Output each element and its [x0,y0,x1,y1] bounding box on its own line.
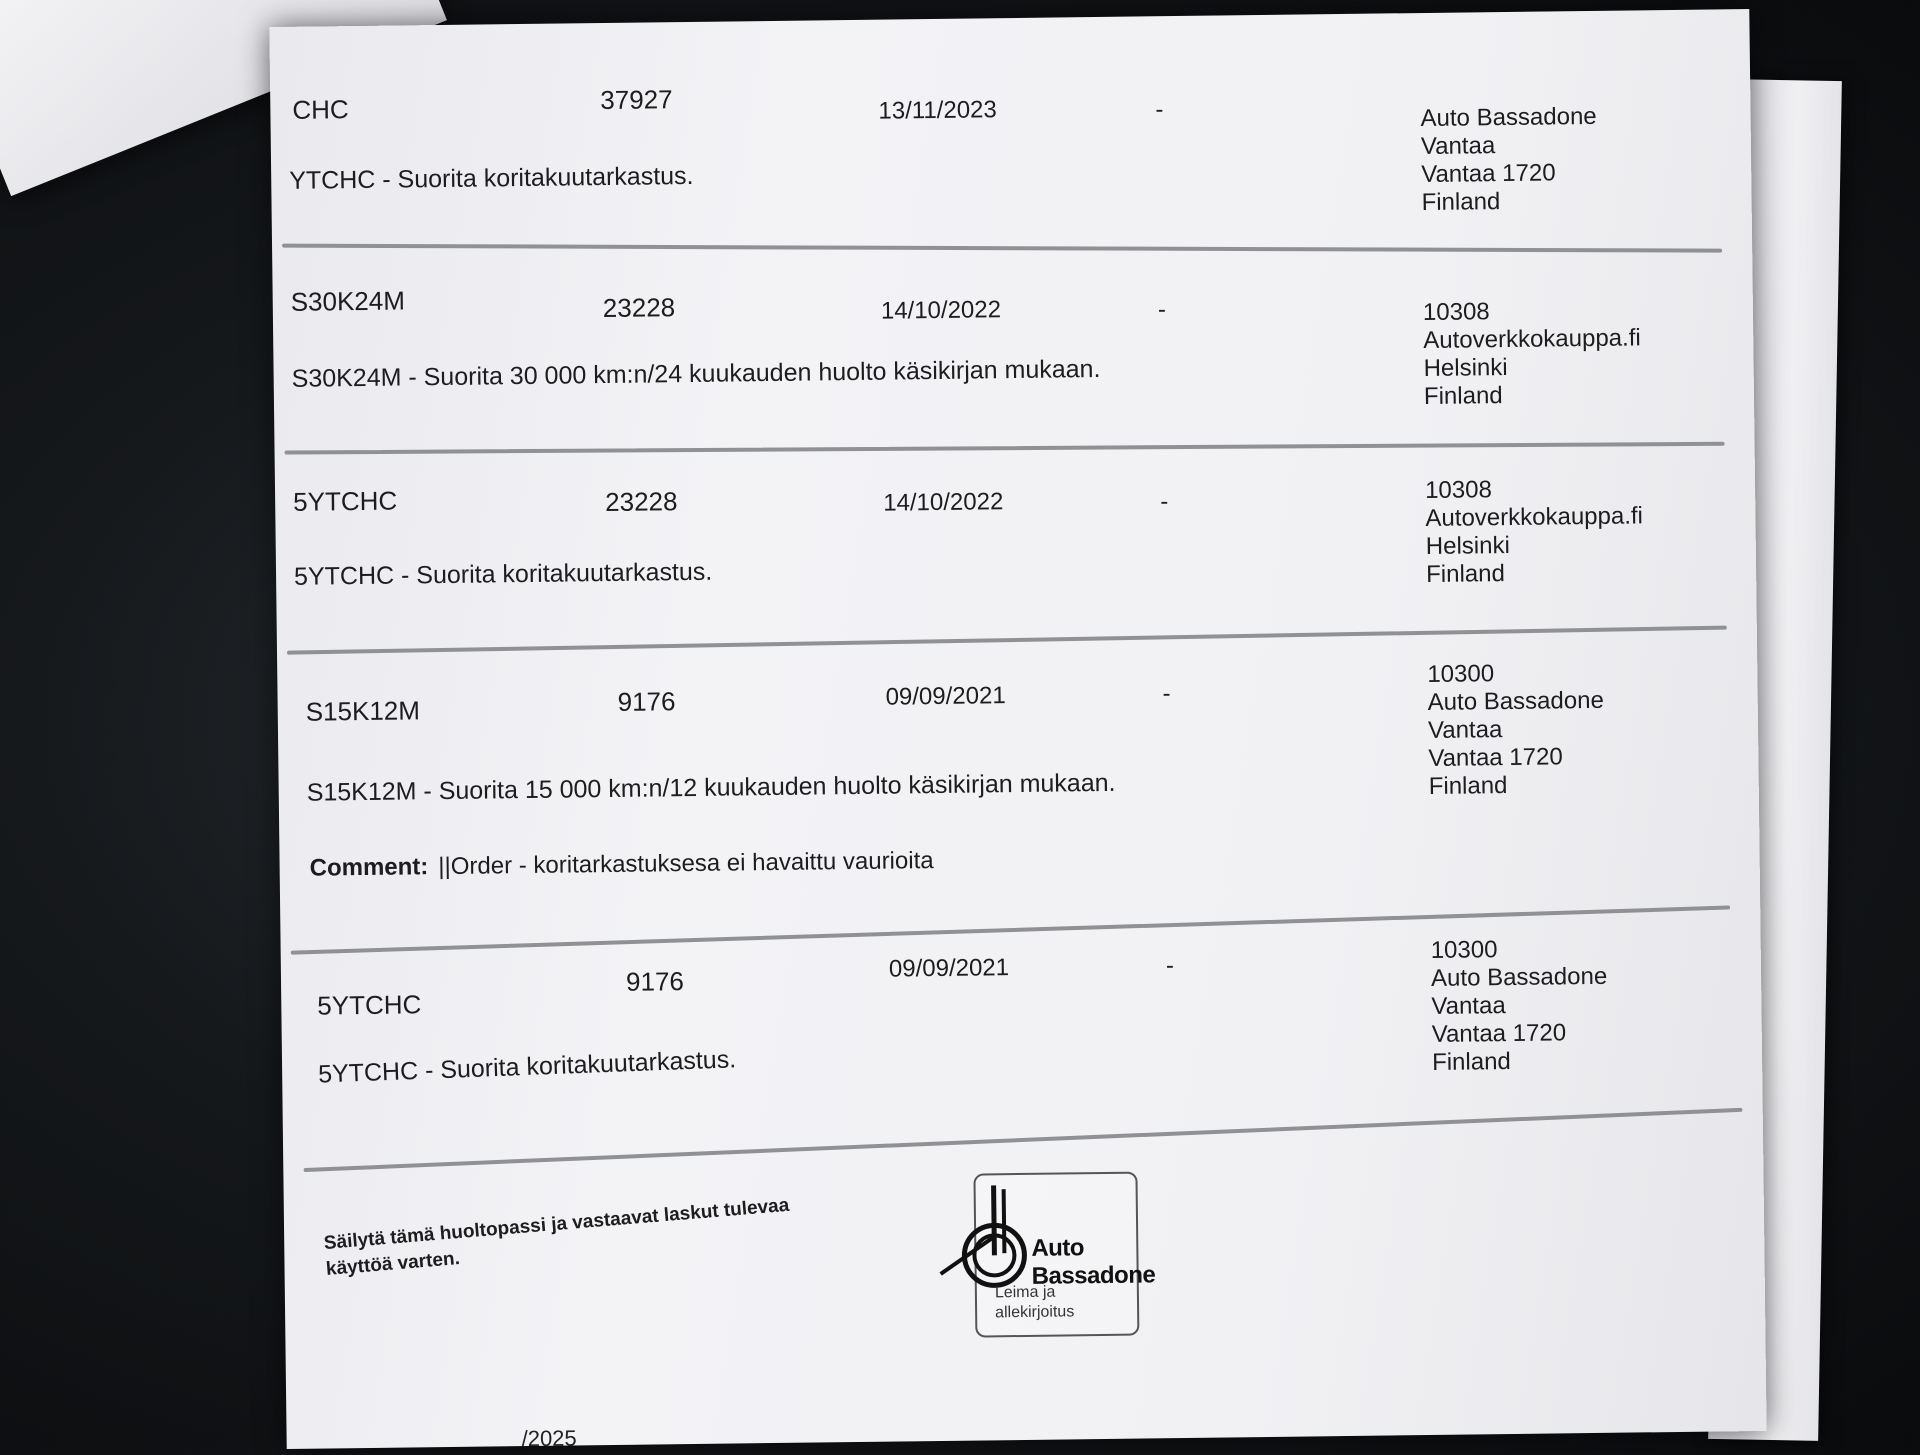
service-code: S30K24M [290,285,406,317]
address-line: Autoverkkokauppa.fi [1425,502,1644,533]
service-record-sheet [269,9,1766,1452]
service-date: 09/09/2021 [885,682,1006,711]
address-line: Finland [1428,772,1508,800]
service-date: 09/09/2021 [888,954,1010,983]
service-date: 13/11/2023 [878,96,997,125]
service-code: CHC [292,94,349,125]
dash: - [1160,488,1169,516]
dash: - [1155,96,1164,124]
service-description: 5YTCHC - Suorita koritakuutarkastus. [293,557,713,591]
partial-date: /2025 [521,1425,577,1452]
workshop-address [1431,935,1609,1077]
address-line: Finland [1431,1048,1511,1076]
address-line: Vantaa 1720 [1421,159,1556,189]
stamp-label-line: Leima ja [994,1283,1056,1302]
service-description: 5YTCHC - Suorita koritakuutarkastus. [317,1045,737,1089]
address-line: Vantaa [1431,992,1506,1020]
footer-note [323,1185,885,1283]
stamp-logo-line: Auto [1031,1234,1085,1262]
workshop-address [1420,103,1597,217]
service-code: S15K12M [305,695,421,727]
service-entry [277,649,1757,882]
service-date: 14/10/2022 [880,296,1002,325]
address-line: Vantaa [1427,716,1503,744]
address-line: 10308 [1424,476,1493,505]
service-description: S30K24M - Suorita 30 000 km:n/24 kuukauden huolto käsikirjan mukaan. [291,354,1101,393]
address-line: 10300 [1427,660,1495,688]
address-line: Vantaa 1720 [1428,743,1563,772]
service-code: 5YTCHC [292,485,398,517]
service-entry [275,457,1755,591]
mileage: 23228 [602,292,676,324]
address-line: Finland [1425,560,1506,589]
bassadone-logo-icon [936,1185,1047,1296]
service-code: 5YTCHC [317,989,422,1021]
address-line: Finland [1423,382,1503,411]
address-line: 10308 [1422,298,1490,327]
row-divider [282,244,1722,253]
address-line: Helsinki [1423,353,1508,383]
dash: - [1165,952,1175,980]
service-description: YTCHC - Suorita koritakuutarkastus. [289,161,694,195]
stamp-logo-line: Bassadone [1031,1261,1156,1290]
mileage: 9176 [617,686,676,717]
footer-note-line: käyttöä varten. [325,1248,461,1280]
address-line: Auto Bassadone [1430,962,1608,992]
address-line: Auto Bassadone [1427,686,1604,716]
address-line: Finland [1421,188,1501,217]
row-divider [287,626,1727,655]
footer-note-line: Säilytä tämä huoltopassi ja vastaavat laskut tulevaa [323,1194,791,1255]
address-line: Helsinki [1425,531,1510,561]
comment-label: Comment: [309,853,429,882]
workshop-address [1423,296,1642,411]
service-entry [272,259,1752,411]
mileage: 37927 [600,84,673,116]
service-comment [309,847,933,883]
dash: - [1157,296,1167,324]
workshop-address [1427,659,1605,801]
address-line: Vantaa [1420,132,1496,161]
row-divider [304,1108,1743,1172]
row-divider [285,442,1725,455]
service-entry [270,49,1750,217]
mileage: 9176 [625,966,685,997]
stamp-label-line: allekirjoitus [995,1303,1075,1322]
address-line: Auto Bassadone [1420,102,1597,133]
stamp-label [995,1282,1075,1323]
address-line: 10300 [1430,936,1498,964]
address-line: Vantaa 1720 [1431,1019,1567,1048]
service-description: S15K12M - Suorita 15 000 km:n/12 kuukauden huolto käsikirjan mukaan. [306,768,1116,807]
dash: - [1162,680,1171,708]
address-line: Autoverkkokauppa.fi [1423,324,1641,355]
mileage: 23228 [605,486,678,518]
workshop-address [1425,474,1644,589]
comment-text: ||Order - koritarkastuksesa ei havaittu vaurioita [438,847,934,881]
stamp-box [973,1172,1156,1338]
service-date: 14/10/2022 [883,488,1004,517]
